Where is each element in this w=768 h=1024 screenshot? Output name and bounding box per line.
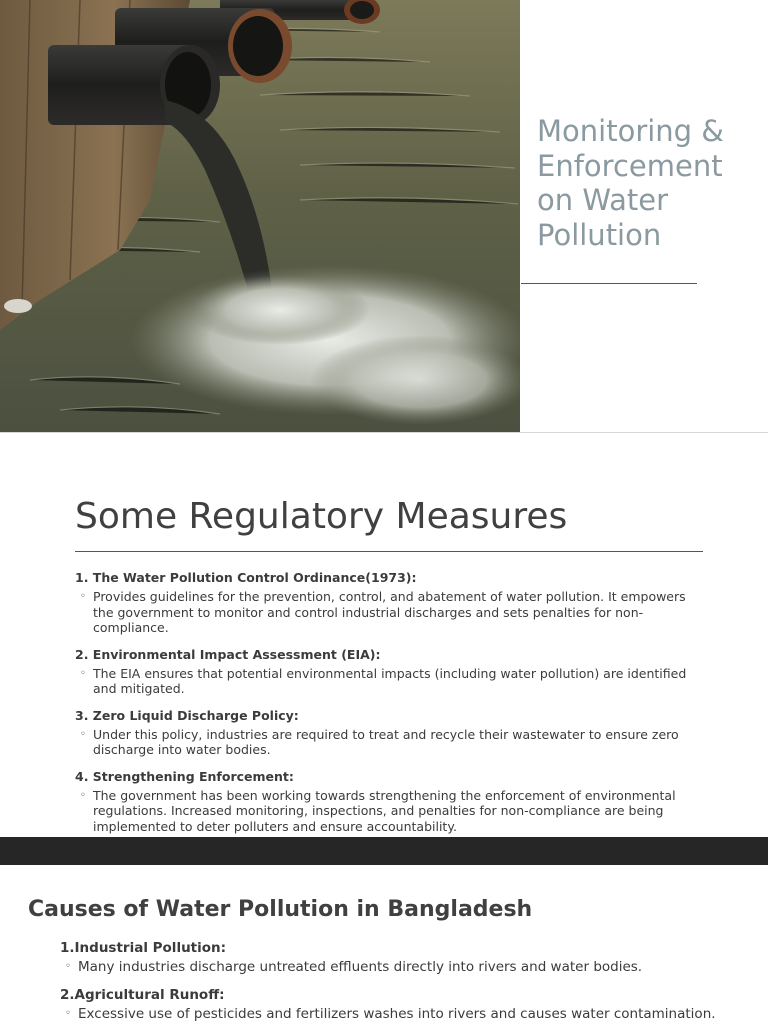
measure-description: ◦ Provides guidelines for the prevention, control, and abatement of water pollution. It empowers the government to monitor and control industrial discharges and sets penalties for non-compliance. (80, 589, 686, 635)
cause-description: ◦ Many industries discharge untreated effluents directly into rivers and water bodies. (65, 959, 643, 975)
bullet-icon: ◦ (80, 789, 86, 801)
title-slide (0, 0, 768, 432)
list-item (75, 769, 705, 835)
bullet-icon: ◦ (80, 591, 86, 602)
measure-heading: 2. Environmental Impact Assessment (EIA): (75, 646, 381, 662)
list-item (60, 986, 760, 1023)
list-item (75, 570, 705, 636)
title-underline (521, 283, 697, 284)
slide-divider-band (0, 837, 768, 865)
measure-description: ◦ The government has been working towards strengthening the enforcement of environmental regulations. Increased monitoring, inspections, and penalties for non-compliance are being implemented to deter polluters and ensure accountability. (80, 787, 676, 834)
causes-list (60, 939, 760, 1024)
bullet-icon: ◦ (80, 667, 86, 679)
measures-list (75, 570, 705, 837)
measure-heading: 4. Strengthening Enforcement: (75, 768, 294, 784)
slide-title: Monitoring & Enforcement on Water Pollution (537, 114, 724, 252)
cause-description: ◦ Excessive use of pesticides and fertilizers washes into rivers and causes water contamination. (65, 1006, 716, 1022)
measure-description: ◦ The EIA ensures that potential environmental impacts (including water pollution) are identified and mitigated. (80, 665, 687, 696)
cause-heading: 1.Industrial Pollution: (60, 940, 227, 956)
slide-title: Causes of Water Pollution in Bangladesh (28, 897, 533, 922)
regulatory-measures-slide (0, 433, 768, 837)
list-item (60, 939, 760, 976)
bullet-icon: ◦ (65, 1008, 71, 1019)
cause-heading: 2.Agricultural Runoff: (60, 987, 225, 1003)
list-item (75, 647, 705, 697)
slide-title: Some Regulatory Measures (75, 496, 568, 537)
measure-heading: 1. The Water Pollution Control Ordinance(1973): (75, 570, 417, 585)
measure-heading: 3. Zero Liquid Discharge Policy: (75, 707, 299, 723)
bullet-icon: ◦ (80, 728, 86, 740)
causes-slide (0, 865, 768, 1024)
wastewater-pipes-photo (0, 0, 520, 432)
title-underline (75, 551, 703, 552)
measure-description: ◦ Under this policy, industries are required to treat and recycle their wastewater to ensure zero discharge into water bodies. (80, 726, 679, 757)
bullet-icon: ◦ (65, 961, 71, 972)
list-item (75, 708, 705, 758)
